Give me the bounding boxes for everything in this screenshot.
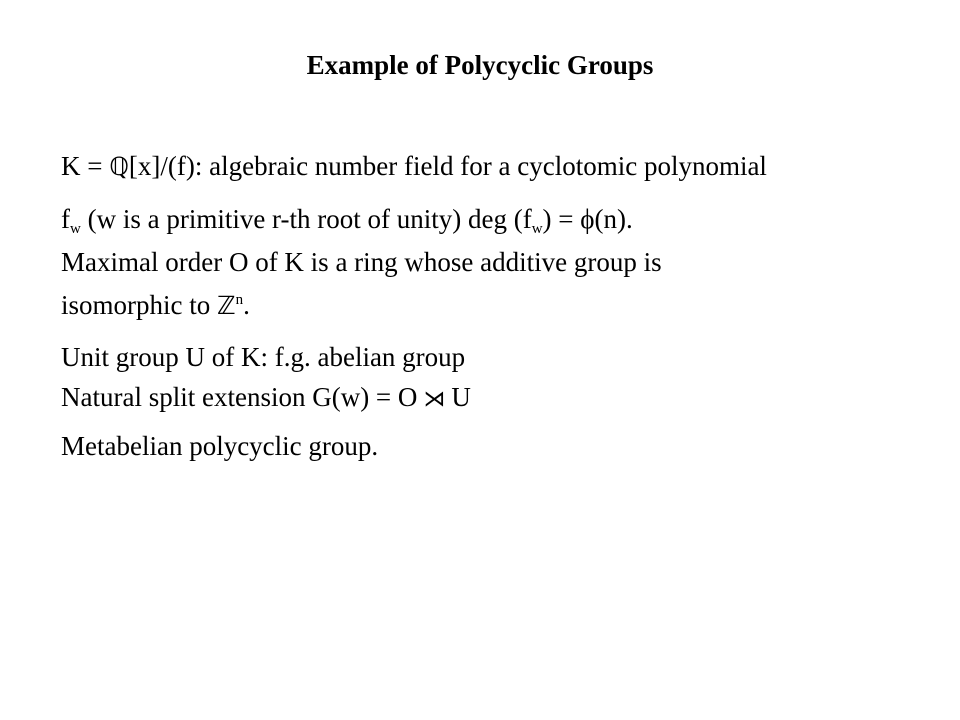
semidirect-product-symbol: ⋊ (423, 387, 446, 412)
line2-end: ) = ϕ(n). (542, 204, 633, 234)
line-isomorphic (61, 289, 250, 322)
subscript-w: w (70, 221, 81, 237)
line-maximal-order: Maximal order O of K is a ring whose additive group is (61, 247, 662, 277)
subscript-w-2: w (531, 221, 543, 237)
line-metabelian: Metabelian polycyclic group. (61, 431, 379, 461)
line-split-extension (61, 381, 471, 416)
line-field-definition (61, 150, 767, 183)
slide-title: Example of Polycyclic Groups (306, 50, 654, 80)
line6-end: U (451, 382, 471, 412)
line1-prefix: K = (61, 151, 110, 181)
line2-middle: (w is a primitive r-th root of unity) deg (f (80, 204, 532, 234)
line4-prefix: isomorphic to (61, 290, 217, 320)
superscript-n: n (235, 292, 244, 308)
line4-end: . (243, 290, 250, 320)
line6-prefix: Natural split extension G(w) = O (61, 382, 418, 412)
line1-text: [x]/(f): algebraic number field for a cyclotomic polynomial (128, 151, 767, 181)
f-symbol: f (61, 204, 70, 234)
line-cyclotomic-degree (61, 203, 633, 235)
rationals-symbol: ℚ (109, 152, 129, 181)
line-unit-group: Unit group U of K: f.g. abelian group (61, 342, 466, 372)
integers-symbol: ℤ (217, 291, 236, 320)
